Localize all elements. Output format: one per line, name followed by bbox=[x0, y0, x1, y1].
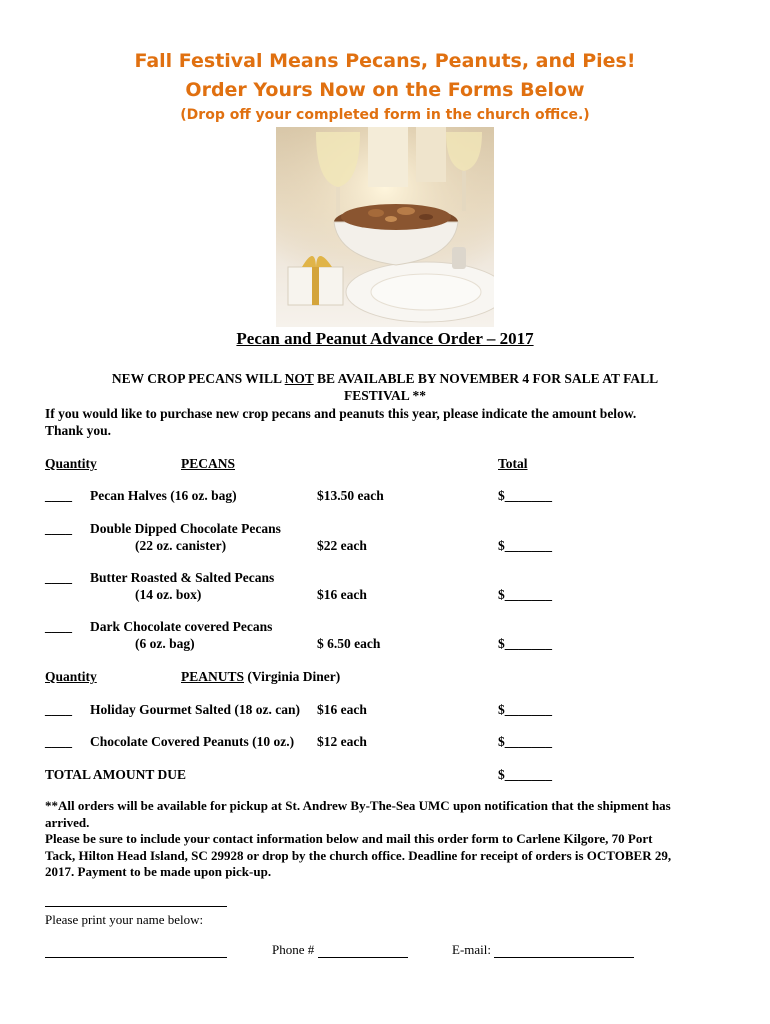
contact-instructions: Please be sure to include your contact information below and mail this order form to Carlene Kilgore, 70 Port bbox=[45, 831, 653, 846]
total-due-label: TOTAL AMOUNT DUE bbox=[45, 767, 187, 782]
pickup-note-line2: arrived. bbox=[45, 815, 90, 830]
nuts-bowl-photo bbox=[276, 127, 494, 327]
nuts-bowl-illustration bbox=[276, 127, 494, 327]
product-name: Butter Roasted & Salted Pecans bbox=[90, 570, 275, 585]
contact-instructions-line2: Tack, Hilton Head Island, SC 29928 or drop by the church office. Deadline for receipt of orders is OCTOBER 29, bbox=[45, 848, 672, 863]
total-due-field[interactable]: $_______ bbox=[498, 767, 552, 782]
product-price: $16 each bbox=[317, 702, 367, 717]
subheadline: Order Yours Now on the Forms Below bbox=[185, 79, 585, 101]
quantity-column-header-peanuts: Quantity bbox=[45, 669, 97, 684]
total-field[interactable]: $_______ bbox=[498, 488, 552, 503]
peanuts-label: PEANUTS bbox=[181, 669, 245, 684]
contact-instructions-line3: 2017. Payment to be made upon pick-up. bbox=[45, 864, 272, 879]
intro-thanks: Thank you. bbox=[45, 423, 112, 438]
total-field[interactable]: $_______ bbox=[498, 538, 552, 553]
email-field[interactable] bbox=[494, 957, 634, 958]
product-size: (14 oz. box) bbox=[135, 587, 202, 602]
pecans-section-header: PECANS bbox=[181, 456, 236, 471]
product-size: (22 oz. canister) bbox=[135, 538, 227, 553]
name-signature-line bbox=[45, 906, 227, 907]
product-price: $13.50 each bbox=[317, 488, 384, 503]
quantity-field[interactable]: ____ bbox=[45, 488, 72, 503]
quantity-field[interactable]: ____ bbox=[45, 702, 72, 717]
peanuts-section-header bbox=[181, 669, 340, 685]
product-name: Pecan Halves (16 oz. bag) bbox=[90, 488, 237, 503]
email-label: E-mail: bbox=[452, 942, 491, 957]
availability-notice bbox=[0, 371, 770, 387]
product-size: (6 oz. bag) bbox=[135, 636, 195, 651]
form-title: Pecan and Peanut Advance Order – 2017 bbox=[236, 329, 534, 348]
product-price: $12 each bbox=[317, 734, 367, 749]
product-name: Holiday Gourmet Salted (18 oz. can) bbox=[90, 702, 300, 717]
notice-not-emphasis: NOT bbox=[284, 371, 314, 386]
product-name: Double Dipped Chocolate Pecans bbox=[90, 521, 281, 536]
intro-text: If you would like to purchase new crop pecans and peanuts this year, please indicate the amount below. bbox=[45, 406, 637, 421]
total-field[interactable]: $_______ bbox=[498, 734, 552, 749]
product-price: $22 each bbox=[317, 538, 367, 553]
product-name: Chocolate Covered Peanuts (10 oz.) bbox=[90, 734, 295, 749]
notice-text-1: NEW CROP PECANS WILL bbox=[111, 371, 285, 386]
total-field[interactable]: $_______ bbox=[498, 702, 552, 717]
quantity-field[interactable]: ____ bbox=[45, 521, 72, 536]
total-field[interactable]: $_______ bbox=[498, 587, 552, 602]
phone-field[interactable] bbox=[318, 957, 408, 958]
quantity-field[interactable]: ____ bbox=[45, 619, 72, 634]
product-price: $ 6.50 each bbox=[317, 636, 381, 651]
notice-text-2: BE AVAILABLE BY NOVEMBER 4 FOR SALE AT FALL bbox=[313, 371, 659, 386]
peanuts-brand: (Virginia Diner) bbox=[244, 669, 341, 684]
dropoff-note: (Drop off your completed form in the church office.) bbox=[180, 107, 590, 123]
pickup-note: **All orders will be available for pickup at St. Andrew By-The-Sea UMC upon notification that the shipment has bbox=[45, 798, 671, 813]
quantity-field[interactable]: ____ bbox=[45, 570, 72, 585]
headline: Fall Festival Means Pecans, Peanuts, and Pies! bbox=[134, 50, 636, 72]
phone-label: Phone # bbox=[272, 942, 315, 957]
quantity-field[interactable]: ____ bbox=[45, 734, 72, 749]
total-column-header: Total bbox=[498, 456, 528, 471]
name-prompt: Please print your name below: bbox=[45, 912, 204, 927]
quantity-column-header: Quantity bbox=[45, 456, 97, 471]
product-price: $16 each bbox=[317, 587, 367, 602]
product-name: Dark Chocolate covered Pecans bbox=[90, 619, 273, 634]
availability-notice-line2: FESTIVAL ** bbox=[344, 388, 426, 403]
total-field[interactable]: $_______ bbox=[498, 636, 552, 651]
name-field[interactable] bbox=[45, 957, 227, 958]
